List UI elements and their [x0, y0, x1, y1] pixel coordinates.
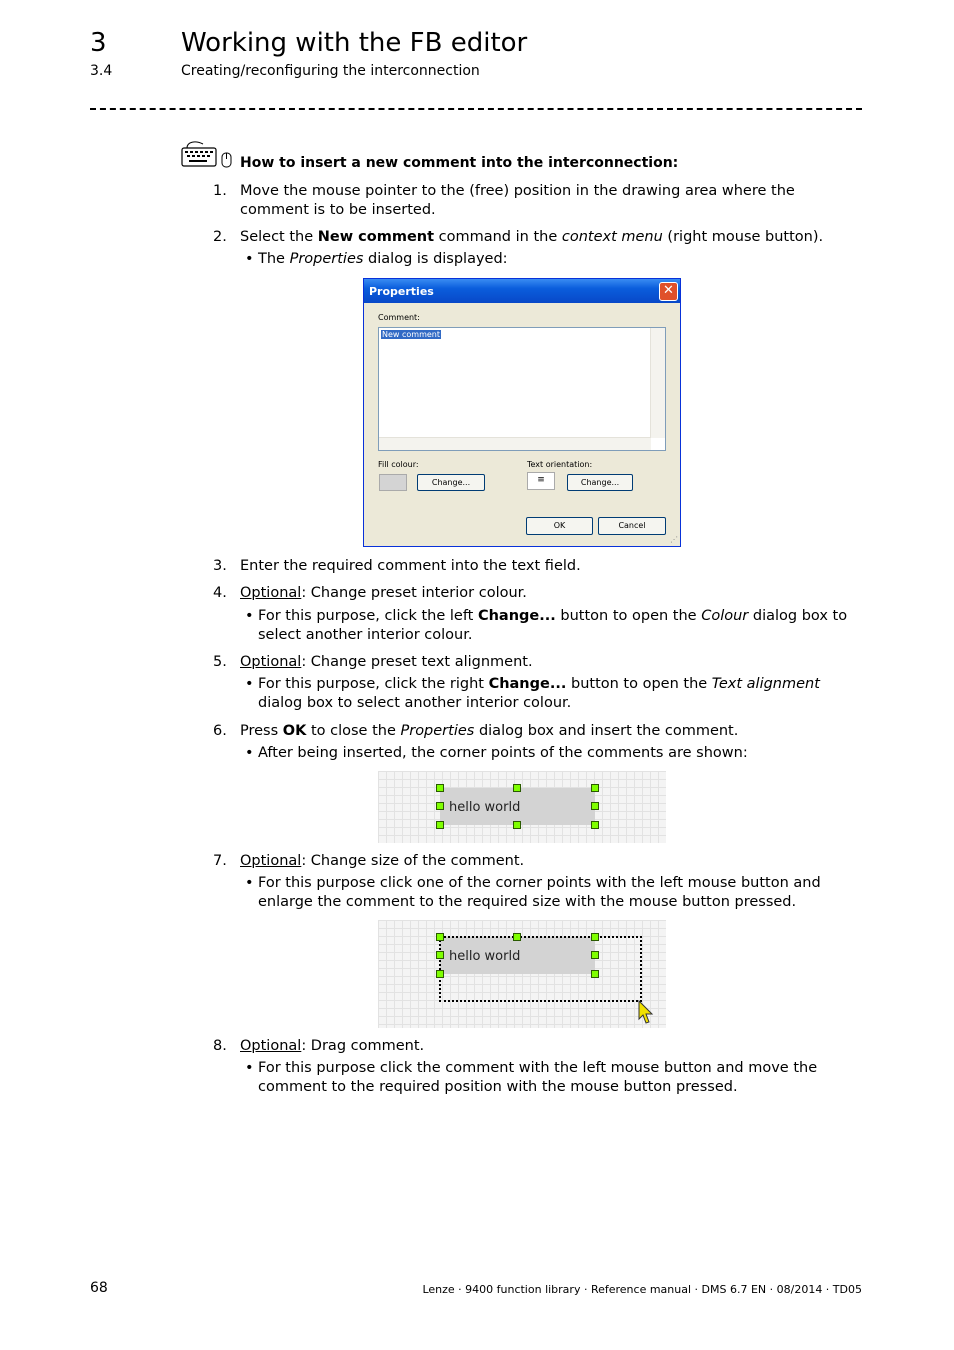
corner-handle[interactable] — [436, 933, 444, 941]
bullet-text: For this purpose, click the left Change... button to open the Colour dialog box to select another interior colour. — [258, 608, 848, 643]
text-orientation-label: Text orientation: — [527, 460, 593, 469]
step-number: 4. — [213, 585, 227, 601]
step-number: 1. — [213, 183, 227, 199]
align-center-icon: ≡ — [527, 472, 555, 490]
step-text: Optional: Change size of the comment. — [240, 853, 525, 869]
corner-handle[interactable] — [436, 970, 444, 978]
corner-handle[interactable] — [591, 970, 599, 978]
edge-handle[interactable] — [513, 821, 521, 829]
edge-handle[interactable] — [591, 802, 599, 810]
comment-text: New comment — [382, 330, 440, 339]
fill-colour-label: Fill colour: — [378, 460, 419, 469]
close-icon[interactable]: ✕ — [659, 282, 678, 301]
chapter-title: Working with the FB editor — [181, 28, 528, 58]
header-divider — [90, 108, 862, 110]
edge-handle[interactable] — [591, 951, 599, 959]
bullet: • — [245, 676, 254, 692]
bullet-text: The Properties dialog is displayed: — [258, 251, 508, 267]
corner-handle[interactable] — [591, 784, 599, 792]
corner-handle[interactable] — [591, 821, 599, 829]
dialog-title: Properties — [369, 285, 434, 298]
step-text: Move the mouse pointer to the (free) position in the drawing area where the comment is to be inserted. — [240, 183, 795, 218]
bullet: • — [245, 251, 254, 267]
comment-figure-handles — [378, 771, 666, 843]
change-fill-button[interactable]: Change... — [417, 474, 485, 491]
bullet: • — [245, 1060, 254, 1076]
bullet: • — [245, 608, 254, 624]
edge-handle[interactable] — [513, 784, 521, 792]
step-text: Optional: Change preset interior colour. — [240, 585, 527, 601]
section-number: 3.4 — [90, 63, 113, 79]
dialog-titlebar — [364, 279, 680, 303]
step-text: Optional: Change preset text alignment. — [240, 654, 533, 670]
bullet-text: For this purpose click the comment with the left mouse button and move the comment to the required position with the mouse button pressed. — [258, 1060, 818, 1095]
bullet-text: For this purpose, click the right Change... button to open the Text alignment dialog box to select another interior colour. — [258, 676, 820, 711]
comment-label: Comment: — [378, 313, 420, 322]
step-text: Press OK to close the Properties dialog box and insert the comment. — [240, 723, 739, 739]
bullet: • — [245, 875, 254, 891]
comment-textarea[interactable] — [378, 327, 666, 451]
edge-handle[interactable] — [513, 933, 521, 941]
horizontal-scrollbar[interactable] — [379, 437, 651, 450]
step-number: 8. — [213, 1038, 227, 1054]
step-text: Optional: Drag comment. — [240, 1038, 425, 1054]
instruction-heading: How to insert a new comment into the interconnection: — [240, 155, 679, 171]
corner-handle[interactable] — [436, 784, 444, 792]
fill-colour-swatch — [379, 474, 407, 491]
cancel-button[interactable]: Cancel — [598, 517, 666, 535]
step-number: 7. — [213, 853, 227, 869]
corner-handle[interactable] — [436, 821, 444, 829]
corner-handle[interactable] — [591, 933, 599, 941]
resize-outline — [439, 936, 642, 1002]
bullet: • — [245, 745, 254, 761]
change-orientation-button[interactable]: Change... — [567, 474, 633, 491]
edge-handle[interactable] — [436, 951, 444, 959]
section-title: Creating/reconfiguring the interconnection — [181, 63, 480, 79]
step-text: Select the New comment command in the context menu (right mouse button). — [240, 229, 824, 245]
comment-text: hello world — [449, 949, 521, 964]
footer-reference: Lenze · 9400 function library · Reference manual · DMS 6.7 EN · 08/2014 · TD05 — [422, 1283, 862, 1296]
resize-grip-icon[interactable]: ⋰ — [670, 535, 678, 544]
mouse-pointer-icon — [638, 1000, 654, 1026]
vertical-scrollbar[interactable] — [650, 328, 665, 438]
keyboard-mouse-icon — [181, 140, 233, 170]
edge-handle[interactable] — [436, 802, 444, 810]
properties-dialog — [363, 278, 681, 547]
bullet-text: For this purpose click one of the corner points with the left mouse button and enlarge the comment to the required size with the mouse button pressed. — [258, 875, 821, 910]
bullet-text: After being inserted, the corner points of the comments are shown: — [258, 745, 748, 761]
ok-button[interactable]: OK — [526, 517, 593, 535]
page-number: 68 — [90, 1280, 108, 1296]
step-number: 3. — [213, 558, 227, 574]
step-number: 6. — [213, 723, 227, 739]
chapter-number: 3 — [90, 28, 107, 58]
comment-text: hello world — [449, 800, 521, 815]
step-number: 5. — [213, 654, 227, 670]
step-text: Enter the required comment into the text field. — [240, 558, 581, 574]
comment-figure-resize — [378, 920, 666, 1028]
step-number: 2. — [213, 229, 227, 245]
